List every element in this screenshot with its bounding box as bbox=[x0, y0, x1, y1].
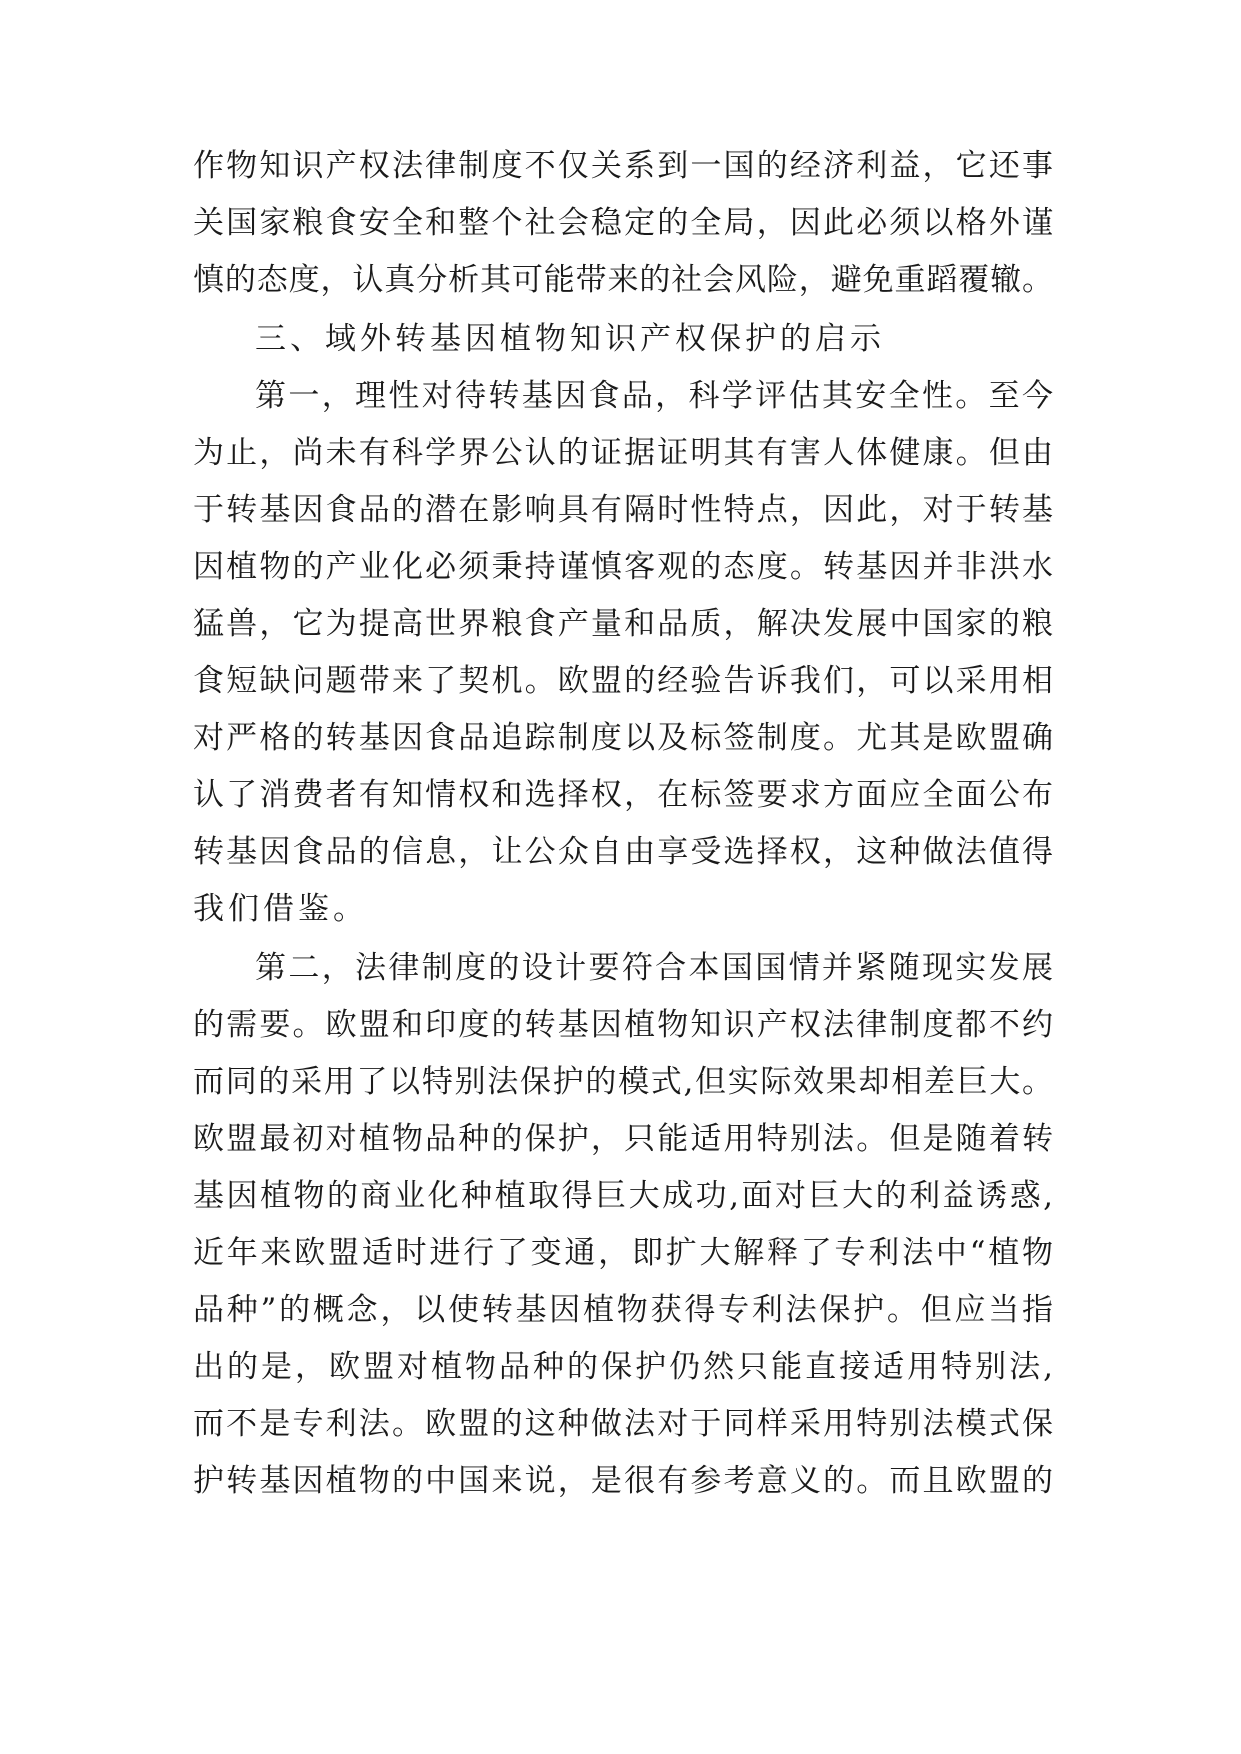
text-line: 近年来欧盟适时进行了变通，即扩大解释了专利法中“植物 bbox=[193, 1235, 1053, 1271]
text-line: 认了消费者有知情权和选择权，在标签要求方面应全面公布 bbox=[193, 777, 1053, 813]
text-line: 关国家粮食安全和整个社会稳定的全局，因此必须以格外谨 bbox=[193, 205, 1053, 241]
text-line: 因植物的产业化必须秉持谨慎客观的态度。转基因并非洪水 bbox=[193, 549, 1053, 585]
text-line: 我们借鉴。 bbox=[193, 891, 368, 927]
text-line: 猛兽，它为提高世界粮食产量和品质，解决发展中国家的粮 bbox=[193, 606, 1053, 642]
text-line: 品种”的概念，以使转基因植物获得专利法保护。但应当指 bbox=[193, 1292, 1053, 1328]
text-line: 对严格的转基因食品追踪制度以及标签制度。尤其是欧盟确 bbox=[193, 720, 1053, 756]
text-line: 为止，尚未有科学界公认的证据证明其有害人体健康。但由 bbox=[193, 435, 1053, 471]
text-line: 第二，法律制度的设计要符合本国国情并紧随现实发展 bbox=[255, 950, 1053, 986]
text-line: 转基因食品的信息，让公众自由享受选择权，这种做法值得 bbox=[193, 834, 1053, 870]
text-line: 护转基因植物的中国来说，是很有参考意义的。而且欧盟的 bbox=[193, 1463, 1053, 1499]
text-line: 的需要。欧盟和印度的转基因植物知识产权法律制度都不约 bbox=[193, 1007, 1053, 1043]
text-line: 而不是专利法。欧盟的这种做法对于同样采用特别法模式保 bbox=[193, 1406, 1053, 1442]
text-line: 食短缺问题带来了契机。欧盟的经验告诉我们，可以采用相 bbox=[193, 663, 1053, 699]
text-line: 而同的采用了以特别法保护的模式,但实际效果却相差巨大。 bbox=[193, 1064, 1053, 1100]
section-heading: 三、域外转基因植物知识产权保护的启示 bbox=[255, 321, 885, 357]
text-line: 欧盟最初对植物品种的保护，只能适用特别法。但是随着转 bbox=[193, 1121, 1053, 1157]
text-line: 于转基因食品的潜在影响具有隔时性特点，因此，对于转基 bbox=[193, 492, 1053, 528]
text-line: 基因植物的商业化种植取得巨大成功,面对巨大的利益诱惑, bbox=[193, 1178, 1053, 1214]
text-line: 慎的态度，认真分析其可能带来的社会风险，避免重蹈覆辙。 bbox=[193, 262, 1053, 298]
text-line: 出的是，欧盟对植物品种的保护仍然只能直接适用特别法, bbox=[193, 1349, 1053, 1385]
text-line: 第一，理性对待转基因食品，科学评估其安全性。至今 bbox=[255, 378, 1053, 414]
text-line: 作物知识产权法律制度不仅关系到一国的经济利益，它还事 bbox=[193, 148, 1053, 184]
